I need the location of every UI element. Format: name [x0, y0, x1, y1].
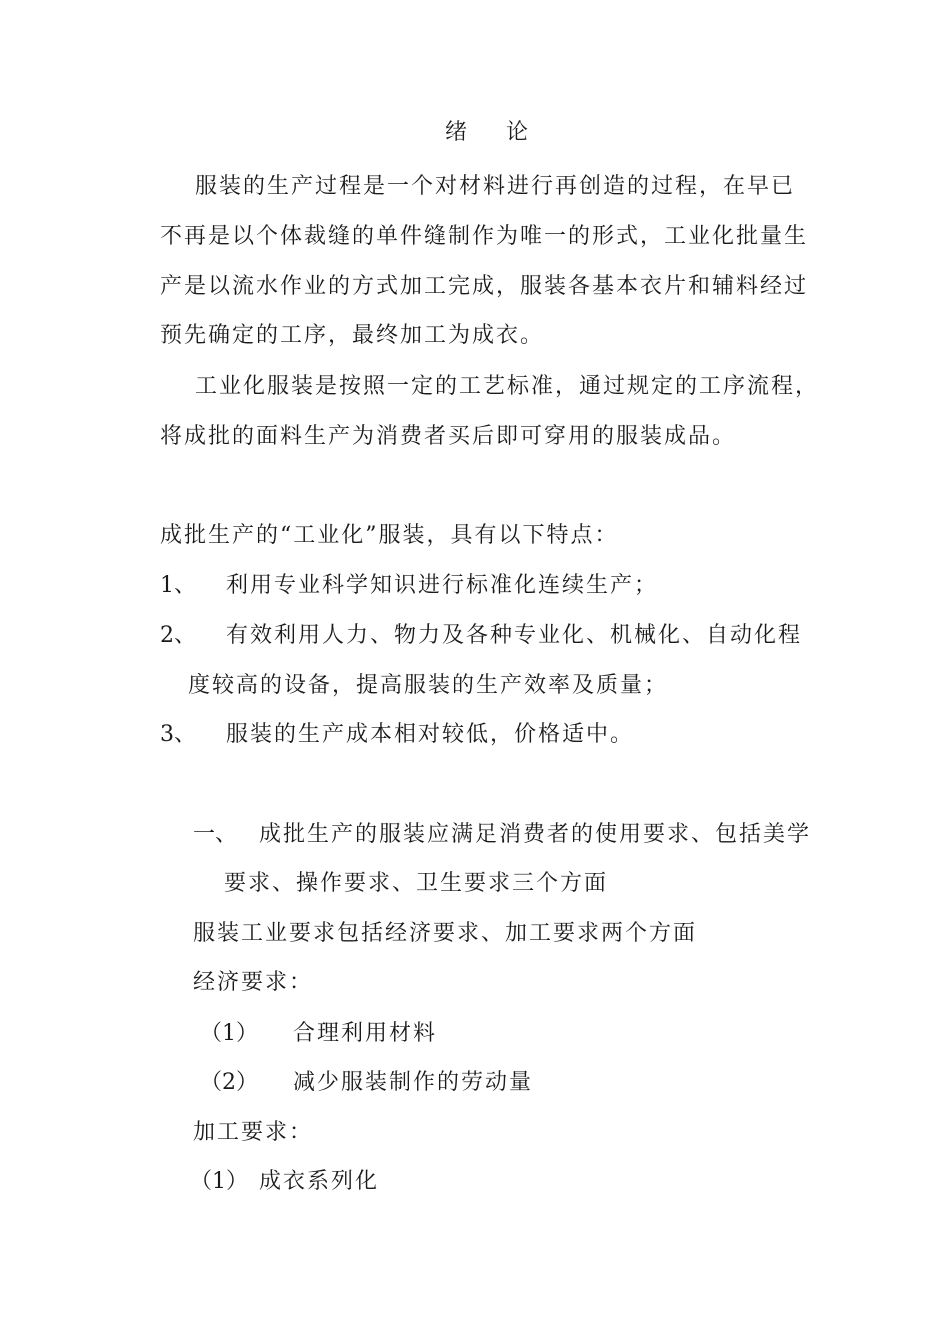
- feature-1-text: 利用专业科学知识进行标准化连续生产；: [226, 573, 659, 598]
- intro-paragraph-2-line-1: 工业化服装是按照一定的工艺标准，通过规定的工序流程，: [195, 374, 820, 399]
- economic-item-2-text: 减少服装制作的劳动量: [293, 1070, 534, 1095]
- economic-item-1-text: 合理利用材料: [293, 1021, 438, 1046]
- process-item-1-number: （1）: [190, 1169, 248, 1194]
- industrial-requirements: 服装工业要求包括经济要求、加工要求两个方面: [193, 921, 698, 946]
- intro-paragraph-2-line-2: 将成批的面料生产为消费者买后即可穿用的服装成品。: [160, 424, 737, 449]
- section-1-text-continued: 要求、操作要求、卫生要求三个方面: [224, 871, 609, 896]
- process-requirements-heading: 加工要求：: [193, 1120, 314, 1145]
- process-item-1-text: 成衣系列化: [259, 1169, 380, 1194]
- feature-2-number: 2、: [160, 623, 196, 648]
- feature-3-text: 服装的生产成本相对较低，价格适中。: [226, 722, 635, 747]
- section-1-number: 一、: [193, 822, 238, 847]
- economic-requirements-heading: 经济要求：: [193, 970, 314, 995]
- section-1-text: 成批生产的服装应满足消费者的使用要求、包括美学: [259, 822, 812, 847]
- intro-paragraph-1-line-4: 预先确定的工序，最终加工为成衣。: [160, 323, 545, 348]
- feature-1-number: 1、: [160, 573, 196, 598]
- feature-2-text-continued: 度较高的设备，提高服装的生产效率及质量；: [188, 673, 669, 698]
- feature-3-number: 3、: [160, 722, 196, 747]
- page-title: 绪 论: [445, 120, 544, 145]
- economic-item-2-number: （2）: [200, 1070, 258, 1095]
- intro-paragraph-1-line-1: 服装的生产过程是一个对材料进行再创造的过程，在早已: [195, 174, 796, 199]
- intro-paragraph-1-line-2: 不再是以个体裁缝的单件缝制作为唯一的形式，工业化批量生: [160, 224, 809, 249]
- economic-item-1-number: （1）: [200, 1021, 258, 1046]
- feature-2-text: 有效利用人力、物力及各种专业化、机械化、自动化程: [226, 623, 803, 648]
- features-heading: 成批生产的“工业化”服装，具有以下特点：: [160, 523, 619, 548]
- intro-paragraph-1-line-3: 产是以流水作业的方式加工完成，服装各基本衣片和辅料经过: [160, 274, 809, 299]
